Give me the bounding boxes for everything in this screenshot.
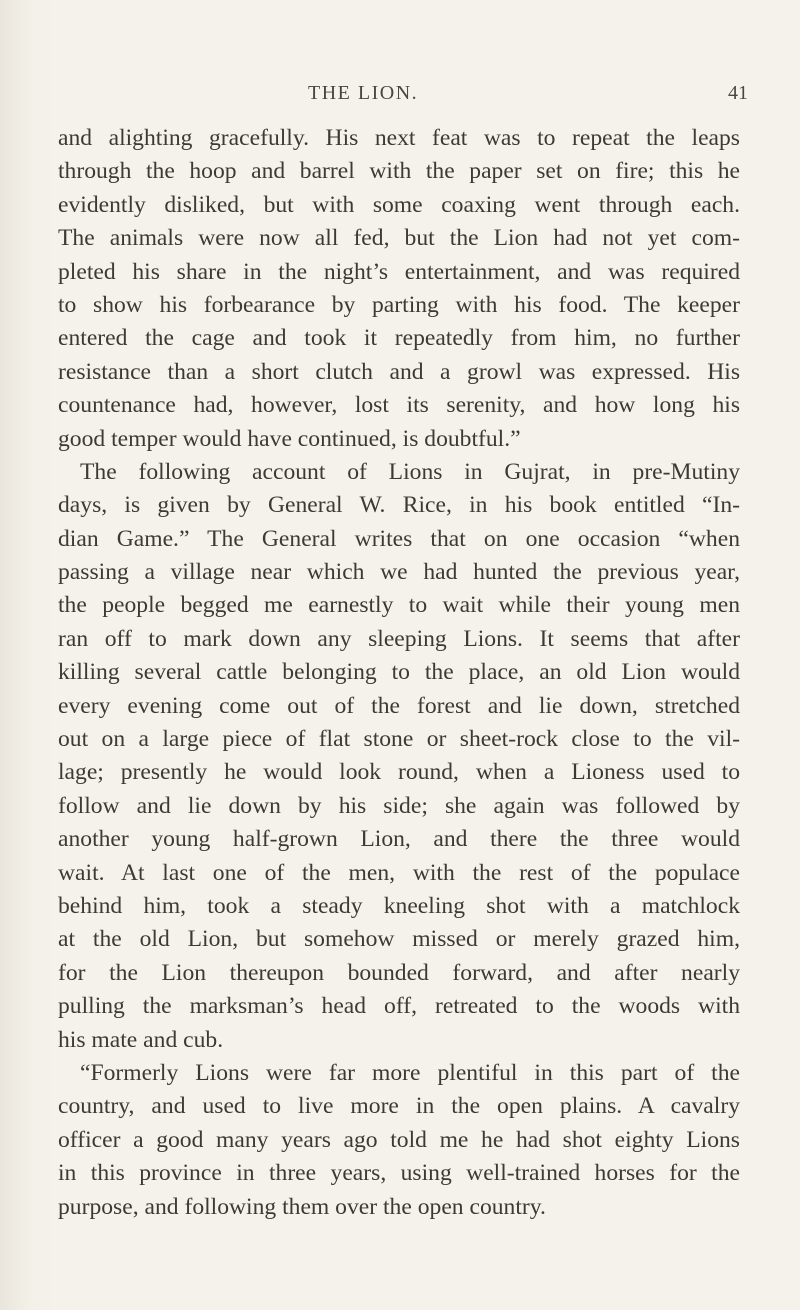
text-line: behind him, took a steady kneeling shot with a matchlock: [58, 892, 740, 919]
text-line: through the hoop and barrel with the paper set on fire; this he: [58, 158, 740, 185]
text-line: officer a good many years ago told me he had shot eighty Lions: [58, 1126, 740, 1153]
text-line: “Formerly Lions were far more plentiful in this part of the: [80, 1059, 740, 1086]
page-number: 41: [728, 82, 748, 104]
text-line: another young half-grown Lion, and there the three would: [58, 826, 740, 853]
text-line: and alighting gracefully. His next feat was to repeat the leaps: [58, 125, 740, 151]
body-text: [58, 122, 740, 1224]
text-line: follow and lie down by his side; she again was followed by: [58, 792, 740, 819]
text-line: days, is given by General W. Rice, in his book entitled “In-: [58, 492, 740, 519]
text-line: at the old Lion, but somehow missed or merely grazed him,: [58, 926, 740, 953]
text-line: for the Lion thereupon bounded forward, and after nearly: [58, 959, 740, 986]
text-line: out on a large piece of flat stone or sheet-rock close to the vil-: [58, 726, 740, 753]
text-line: lage; presently he would look round, when a Lioness used to: [58, 759, 740, 786]
text-line: his mate and cub.: [58, 1026, 224, 1053]
text-line: killing several cattle belonging to the place, an old Lion would: [58, 659, 740, 686]
text-line: pulling the marksman’s head off, retreated to the woods with: [58, 993, 740, 1020]
text-line: to show his forbearance by parting with his food. The keeper: [58, 291, 740, 318]
text-line: countenance had, however, lost its serenity, and how long his: [58, 392, 740, 419]
text-line: The animals were now all fed, but the Lion had not yet com-: [58, 225, 740, 252]
text-line: entered the cage and took it repeatedly from him, no further: [58, 325, 740, 352]
text-line: evidently disliked, but with some coaxing went through each.: [58, 191, 740, 218]
text-line: good temper would have continued, is doubtful.”: [58, 425, 521, 452]
text-line: ran off to mark down any sleeping Lions. It seems that after: [58, 625, 740, 652]
text-line: The following account of Lions in Gujrat, in pre-Mutiny: [80, 458, 740, 485]
text-line: resistance than a short clutch and a growl was expressed. His: [58, 358, 740, 385]
text-line: wait. At last one of the men, with the rest of the populace: [58, 859, 740, 886]
text-line: in this province in three years, using well-trained horses for the: [58, 1160, 740, 1187]
text-line: purpose, and following them over the open country.: [58, 1193, 546, 1220]
text-line: dian Game.” The General writes that on one occasion “when: [58, 525, 740, 552]
text-line: pleted his share in the night’s entertainment, and was required: [58, 258, 740, 285]
text-line: passing a village near which we had hunted the previous year,: [58, 559, 740, 586]
text-line: country, and used to live more in the open plains. A cavalry: [58, 1093, 740, 1120]
running-title: THE LION.: [308, 82, 419, 104]
text-line: the people begged me earnestly to wait while their young men: [58, 592, 740, 619]
text-line: every evening come out of the forest and lie down, stretched: [58, 692, 740, 719]
running-head: [0, 82, 800, 112]
